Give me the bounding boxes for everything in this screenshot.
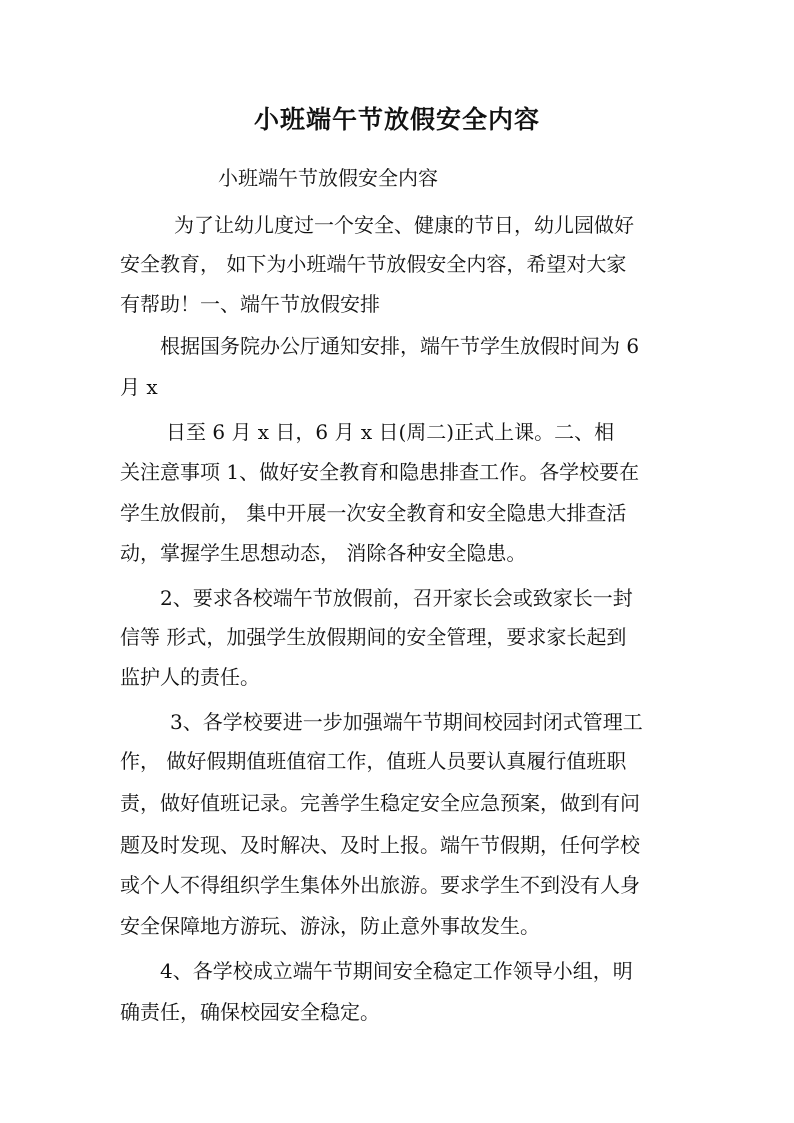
paragraph-line: 监护人的责任。: [120, 665, 260, 689]
paragraph-line: 2、要求各校端午节放假前，召开家长会或致家长一封: [160, 586, 633, 610]
paragraph-line: 为了让幼儿度过一个安全、健康的节日，幼儿园做好: [174, 213, 634, 237]
document-title: 小班端午节放假安全内容: [253, 105, 540, 134]
paragraph-line: 学生放假前， 集中开展一次安全教育和安全隐患大排查活: [120, 501, 627, 525]
paragraph-line: 日至 6 月 x 日，6 月 x 日(周二)正式上课。二、相: [166, 420, 615, 444]
paragraph-line: 题及时发现、及时解决、及时上报。端午节假期，任何学校: [120, 833, 640, 857]
paragraph-line: 动，掌握学生思想动态， 消除各种安全隐患。: [120, 541, 527, 565]
paragraph-line: 责，做好值班记录。完善学生稳定安全应急预案，做到有问: [120, 791, 640, 815]
paragraph-line: 月 x: [120, 375, 158, 399]
paragraph-line: 关注意事项 1、做好安全教育和隐患排查工作。各学校要在: [120, 460, 640, 484]
paragraph-line: 有帮助！一、端午节放假安排: [120, 292, 380, 316]
paragraph-line: 作， 做好假期值班值宿工作，值班人员要认真履行值班职: [120, 749, 627, 773]
paragraph-line: 确责任，确保校园安全稳定。: [120, 1000, 380, 1024]
paragraph-line: 根据国务院办公厅通知安排，端午节学生放假时间为 6: [160, 334, 640, 358]
paragraph-line: 或个人不得组织学生集体外出旅游。要求学生不到没有人身: [120, 873, 640, 897]
document-subtitle: 小班端午节放假安全内容: [218, 166, 438, 190]
paragraph-line: 4、各学校成立端午节期间安全稳定工作领导小组，明: [160, 959, 633, 983]
paragraph-line: 3、各学校要进一步加强端午节期间校园封闭式管理工: [170, 710, 643, 734]
paragraph-line: 信等 形式，加强学生放假期间的安全管理，要求家长起到: [120, 625, 627, 649]
paragraph-line: 安全保障地方游玩、游泳，防止意外事故发生。: [120, 914, 540, 938]
paragraph-line: 安全教育， 如下为小班端午节放假安全内容，希望对大家: [120, 252, 627, 276]
